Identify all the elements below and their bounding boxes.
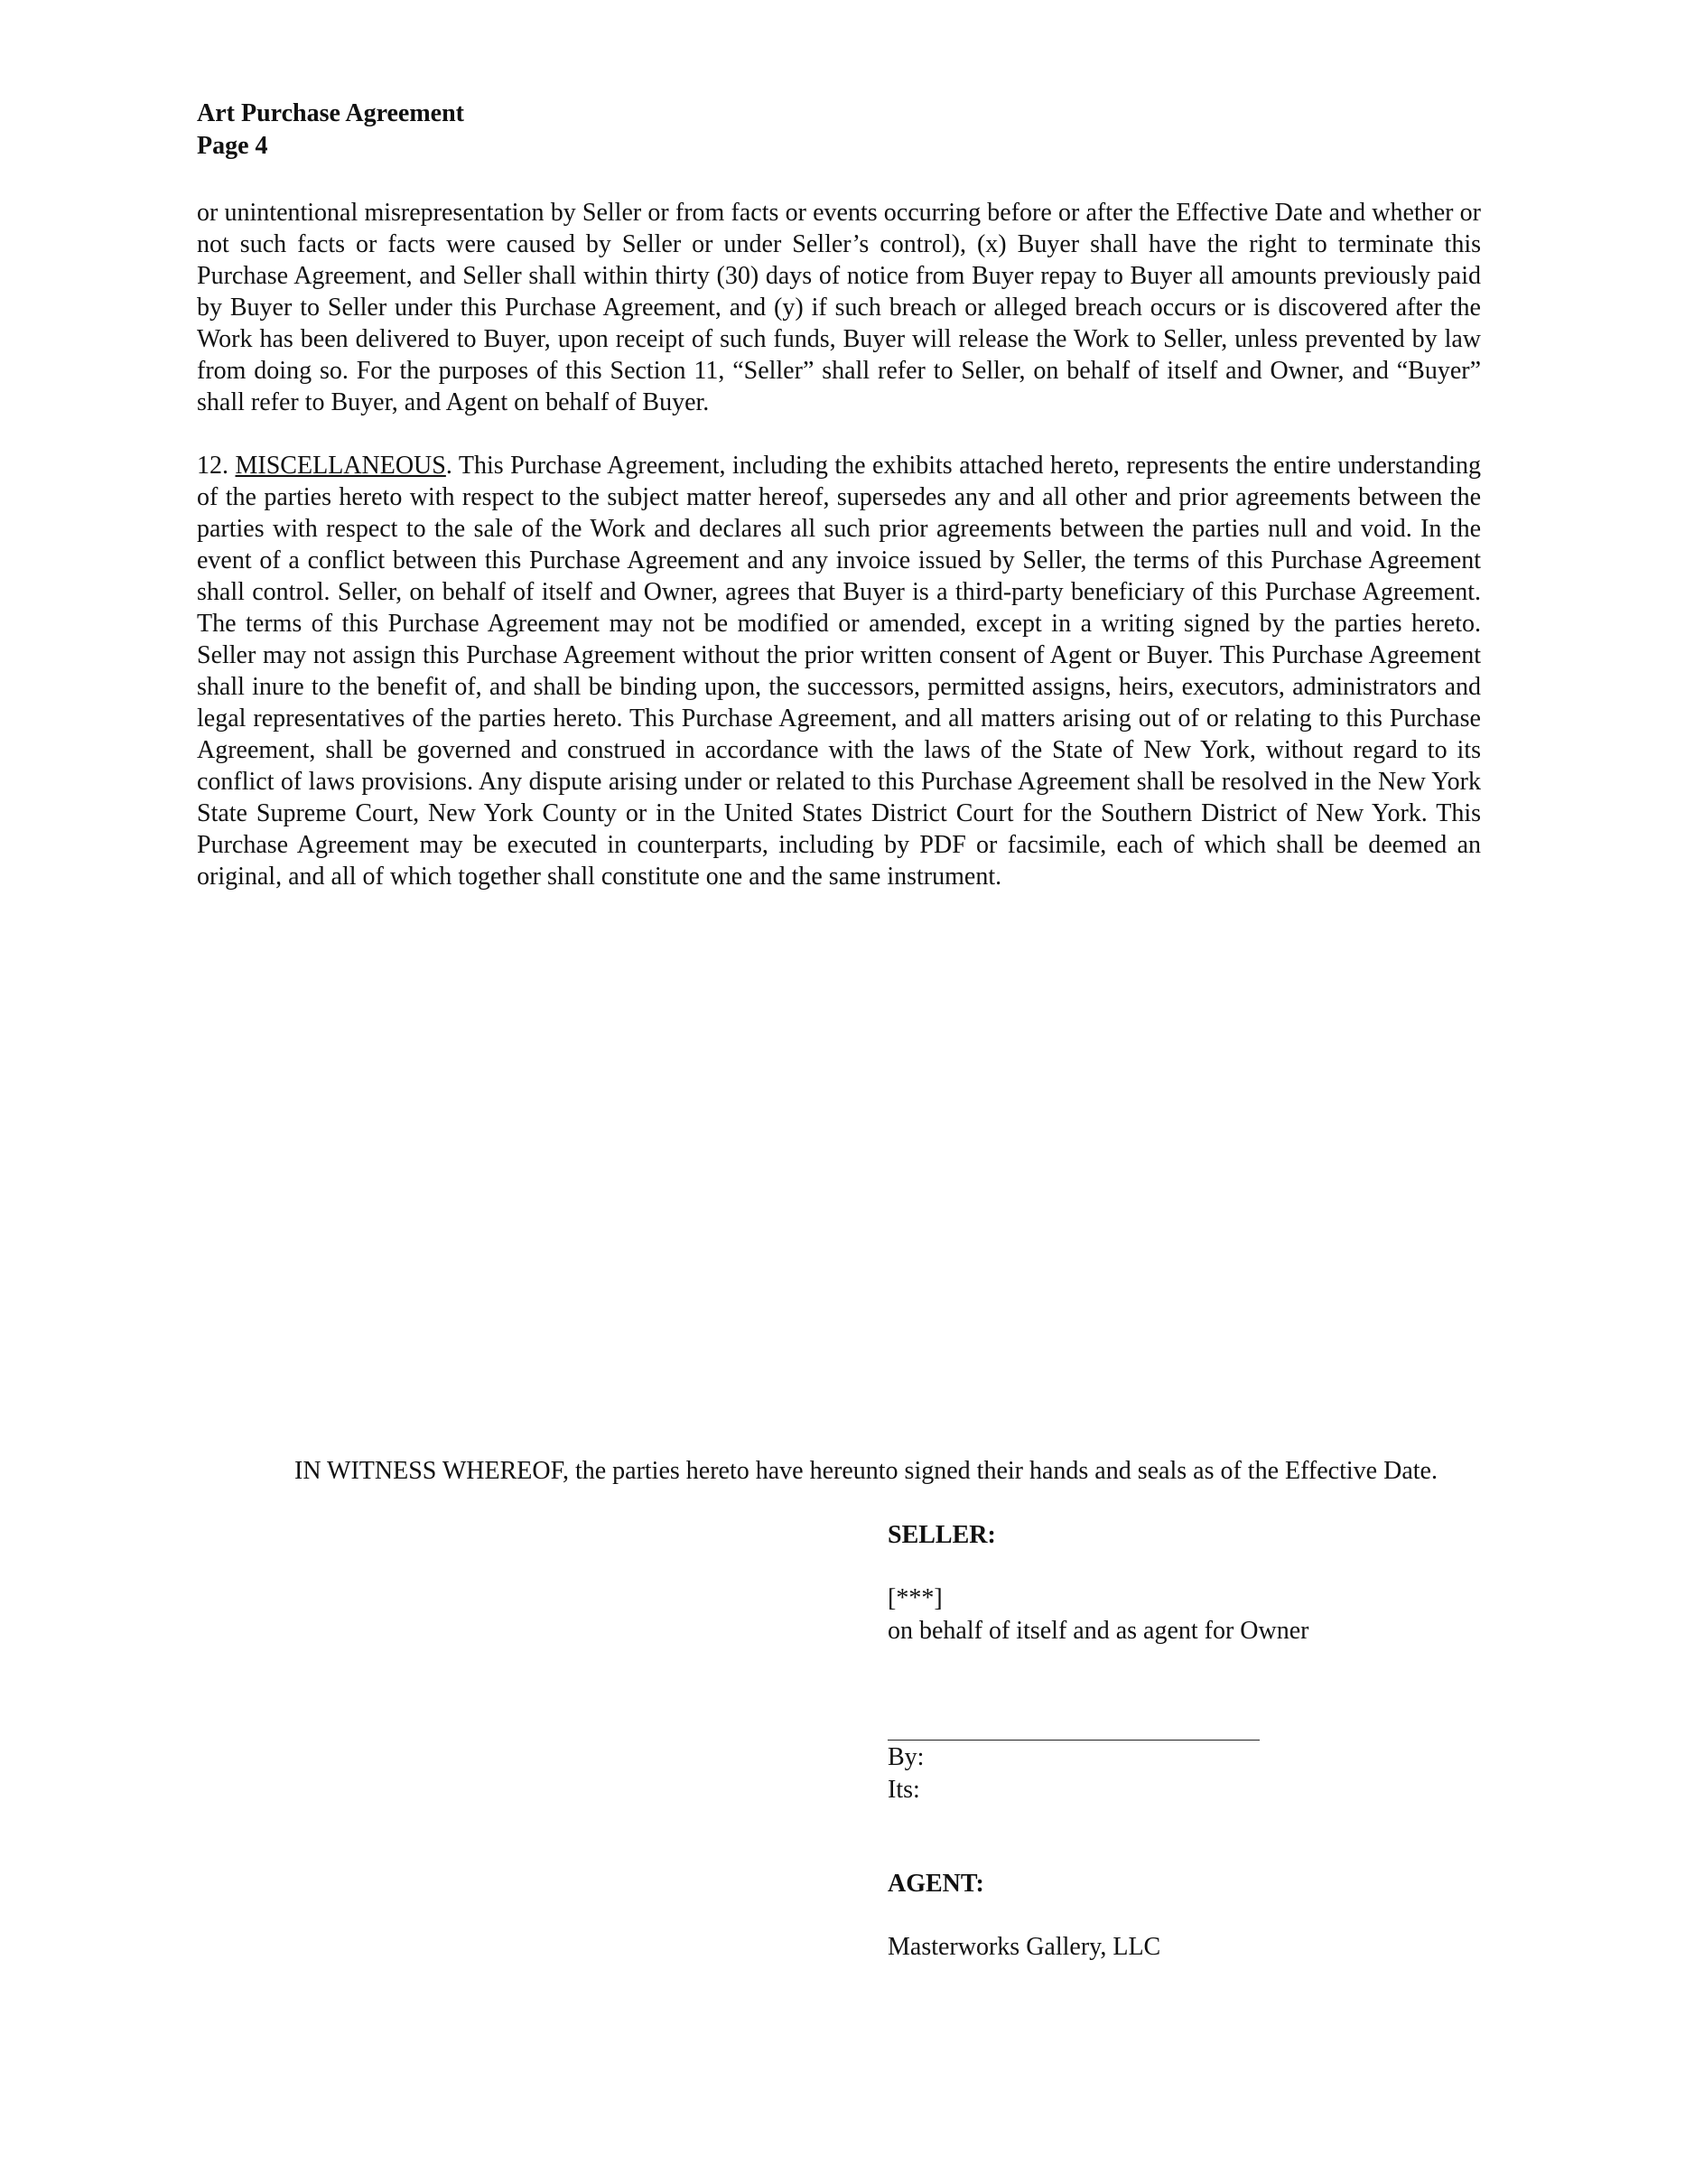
section-text: . This Purchase Agreement, including the exhibits attached hereto, represents the entire understanding of the parties hereto with respect to the subject matter hereof, supersedes any and all other and prior agreements between the parties with respect to the sale of the Work and declares all such prior agreements between the parties null and void. In the event of a conflict between this Purchase Agreement and any invoice issued by Seller, the terms of this Purchase Agreement shall control. Seller, on behalf of itself and Owner, agrees that Buyer is a third-party beneficiary of this Purchase Agreement. The terms of this Purchase Agreement may not be modified or amended, except in a writing signed by the parties hereto. Seller may not assign this Purchase Agreement without the prior written consent of Agent or Buyer. This Purchase Agreement shall inure to the benefit of, and shall be binding upon, the successors, permitted assigns, heirs, executors, administrators and legal representatives of the parties hereto. This Purchase Agreement, and all matters arising out of or relating to this Purchase Agreement, shall be governed and construed in accordance with the laws of the State of New York, without regard to its conflict of laws provisions. Any dispute arising under or related to this Purchase Agreement shall be resolved in the New York State Supreme Court, New York County or in the United States District Court for the Southern District of New York. This Purchase Agreement may be executed in counterparts, including by PDF or facsimile, each of which shall be deemed an original, and all of which together shall constitute one and the same instrument.: [197, 452, 1482, 891]
document-title: Art Purchase Agreement: [197, 99, 464, 127]
section-12-miscellaneous: [197, 450, 1481, 892]
seller-capacity-note: on behalf of itself and as agent for Owner: [888, 1617, 1309, 1645]
seller-signature-line: [888, 1740, 1260, 1741]
section-11-continuation: or unintentional misrepresentation by Seller or from facts or events occurring before or after the Effective Date and whether or not such facts or facts were caused by Seller or under Seller’s control), (x) Buyer shall have the right to terminate this Purchase Agreement, and Seller shall within thirty (30) days of notice from Buyer repay to Buyer all amounts previously paid by Buyer to Seller under this Purchase Agreement, and (y) if such breach or alleged breach occurs or is discovered after the Work has been delivered to Buyer, upon receipt of such funds, Buyer will release the Work to Seller, unless prevented by law from doing so. For the purposes of this Section 11, “Seller” shall refer to Seller, on behalf of itself and Owner, and “Buyer” shall refer to Buyer, and Agent on behalf of Buyer.: [197, 199, 1481, 416]
seller-its-label: Its:: [888, 1776, 920, 1804]
section-number: 12.: [197, 452, 228, 480]
seller-name: [***]: [888, 1584, 943, 1612]
page-header: [197, 98, 464, 163]
witness-clause: IN WITNESS WHEREOF, the parties hereto have hereunto signed their hands and seals as of the Effective Date.: [294, 1457, 1438, 1485]
section-heading: MISCELLANEOUS: [235, 452, 446, 480]
seller-heading: SELLER:: [888, 1521, 996, 1549]
agent-heading: AGENT:: [888, 1870, 984, 1898]
seller-by-label: By:: [888, 1743, 925, 1771]
page-number: Page 4: [197, 132, 268, 160]
agent-name: Masterworks Gallery, LLC: [888, 1933, 1161, 1961]
